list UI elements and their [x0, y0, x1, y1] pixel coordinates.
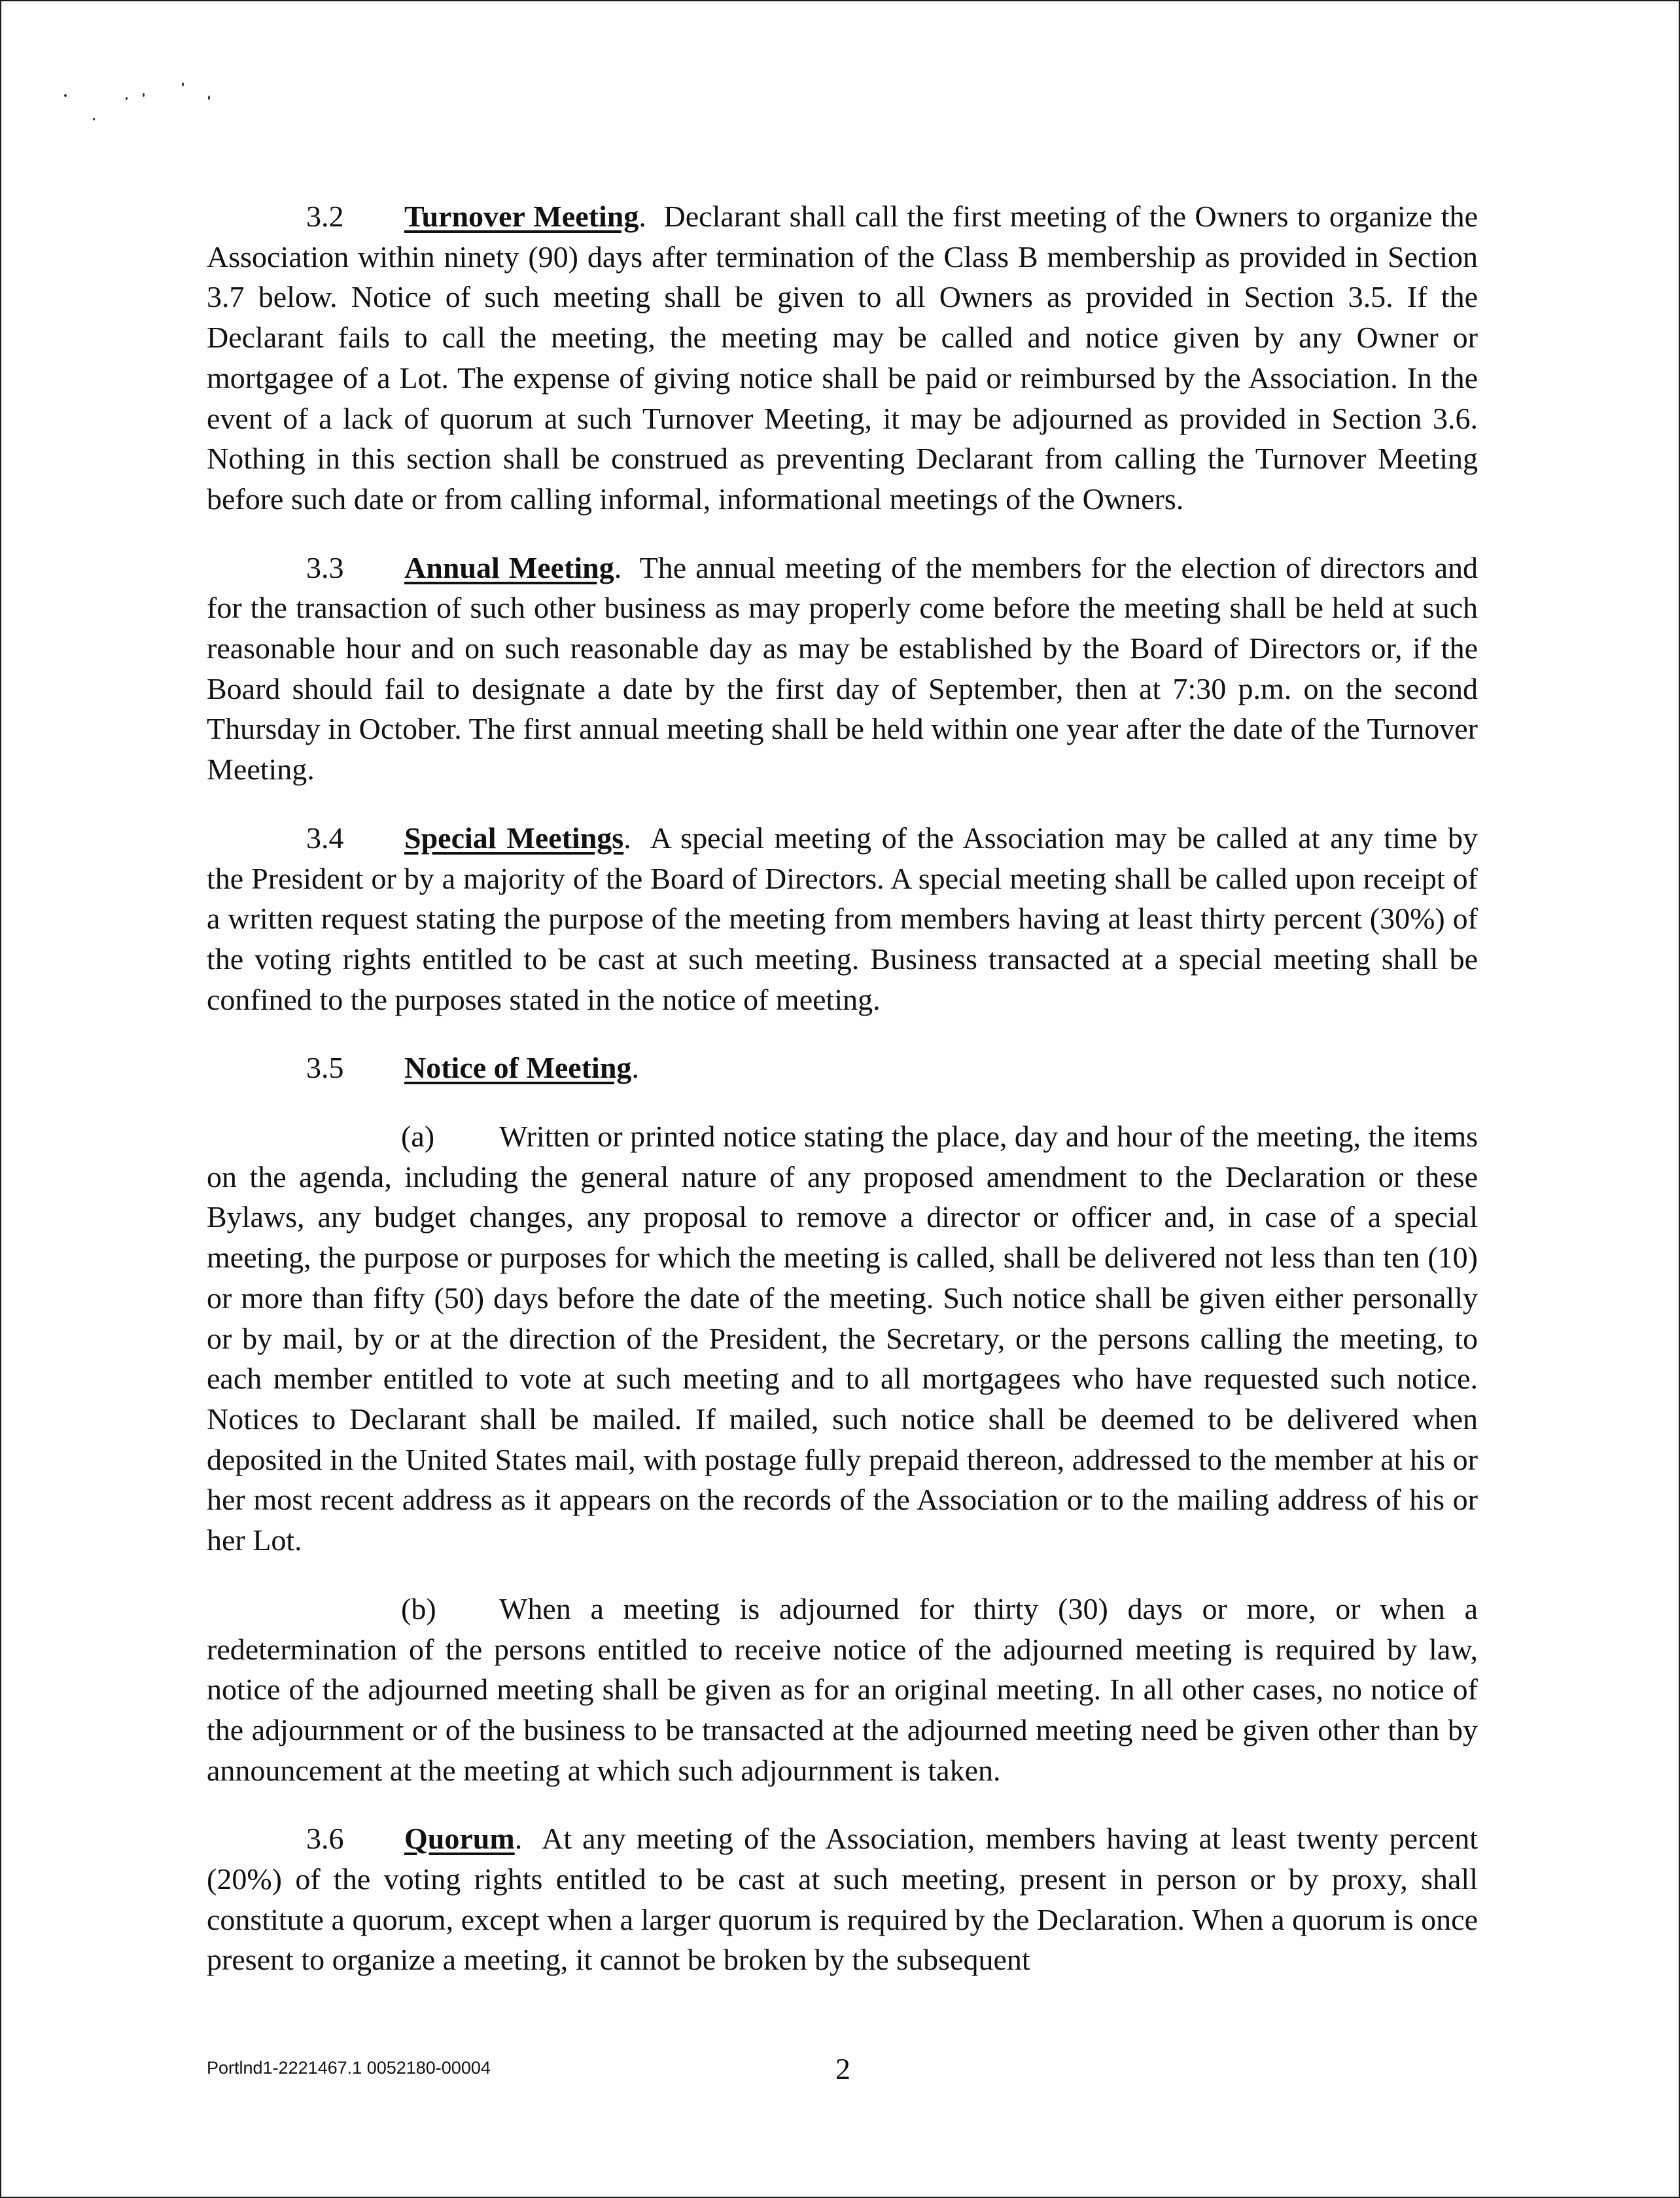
subsection-label: (a) — [401, 1120, 435, 1154]
subsection-b — [207, 1589, 1478, 1791]
page-number: 2 — [835, 2052, 850, 2085]
subsection-a — [207, 1116, 1478, 1561]
subsection-label: (b) — [401, 1591, 436, 1625]
section-number: 3.6 — [306, 1822, 344, 1856]
section-3-3: 3.3 Annual Meeting. The annual meeting of the members for the election of directors and for the transaction of such other business as may properly come before the meeting shall be held at such reasonable hour and on such reasonable day as may be established by the Board of Directors or, if the Board should fail to designate a date by the first day of September, then at 7:30 p.m. on the second Thursday in October. The first annual meeting shall be held within one year after the date of the Turnover Meeting. — [207, 548, 1478, 790]
document-id: Portlnd1-2221467.1 0052180-00004 — [207, 2058, 491, 2078]
section-title: Turnover Meeting — [404, 200, 639, 233]
section-number: 3.2 — [306, 200, 344, 233]
section-3-6: 3.6 Quorum. At any meeting of the Association, members having at least twenty percent (20%) of the voting rights entitled to be cast at such meeting, present in person or by proxy, shall constitute a quorum, except when a larger quorum is required by the Declaration. When a quorum is once present to organize a meeting, it cannot be broken by the subsequent — [207, 1818, 1478, 1980]
section-title: Annual Meeting — [404, 550, 614, 584]
section-text: A special meeting of the Association may be called at any time by the President or by a majority of the Board of Directors. A special meeting shall be called upon receipt of a written request stating the purpose of the meeting from members having at least thirty percent (30%) of the voting rights entitled to be cast at such meeting. Business transacted at a special meeting shall be confined to the purposes stated in the notice of meeting. — [207, 821, 1478, 1016]
section-text: At any meeting of the Association, members having at least twenty percent (20%) of the voting rights entitled to be cast at such meeting, present in person or by proxy, shall constitute a quorum, except when a larger quorum is required by the Declaration. When a quorum is once present to organize a meeting, it cannot be broken by the subsequent — [207, 1822, 1478, 1977]
section-3-4: 3.4 Special Meetings. A special meeting of the Association may be called at any time by the President or by a majority of the Board of Directors. A special meeting shall be called upon receipt of a written request stating the purpose of the meeting from members having at least thirty percent (30%) of the voting rights entitled to be cast at such meeting. Business transacted at a special meeting shall be confined to the purposes stated in the notice of meeting. — [207, 818, 1478, 1020]
section-3-2: 3.2 Turnover Meeting. Declarant shall call the first meeting of the Owners to organize the Association within ninety (90) days after termination of the Class B membership as provided in Section 3.7 below. Notice of such meeting shall be given to all Owners as provided in Section 3.5. If the Declarant fails to call the meeting, the meeting may be called and notice given by any Owner or mortgagee of a Lot. The expense of giving notice shall be paid or reimbursed by the Association. In the event of a lack of quorum at such Turnover Meeting, it may be adjourned as provided in Section 3.6. Nothing in this section shall be construed as preventing Declarant from calling the Turnover Meeting before such date or from calling informal, informational meetings of the Owners. — [207, 196, 1478, 520]
section-number: 3.3 — [306, 550, 344, 584]
section-title: Notice of Meeting — [404, 1051, 632, 1085]
section-number: 3.5 — [306, 1051, 344, 1085]
section-text: Declarant shall call the first meeting of the Owners to organize the Association within ninety (90) days after termination of the Class B membership as provided in Section 3.7 below. Notice of such meeting shall be given to all Owners as provided in Section 3.5. If the Declarant fails to call the meeting, the meeting may be called and notice given by any Owner or mortgagee of a Lot. The expense of giving notice shall be paid or reimbursed by the Association. In the event of a lack of quorum at such Turnover Meeting, it may be adjourned as provided in Section 3.6. Nothing in this section shall be construed as preventing Declarant from calling the Turnover Meeting before such date or from calling informal, informational meetings of the Owners. — [207, 200, 1478, 516]
section-title: Quorum — [404, 1822, 515, 1856]
section-number: 3.4 — [306, 821, 344, 855]
section-text: The annual meeting of the members for the election of directors and for the transaction of such other business as may properly come before the meeting shall be held at such reasonable hour and on such reasonable day as may be established by the Board of Directors or, if the Board should fail to designate a date by the first day of September, then at 7:30 p.m. on the second Thursday in October. The first annual meeting shall be held within one year after the date of the Turnover Meeting. — [207, 550, 1478, 787]
section-3-5: 3.5 Notice of Meeting. — [207, 1048, 1478, 1088]
scan-specks — [46, 65, 242, 144]
document-body — [207, 196, 1478, 2008]
subsection-text: When a meeting is adjourned for thirty (30) days or more, or when a redetermination of the persons entitled to receive notice of the adjourned meeting is required by law, notice of the adjourned meeting shall be given as for an original meeting. In all other cases, no notice of the adjournment or of the business to be transacted at the adjourned meeting need be given other than by announcement at the meeting at which such adjournment is taken. — [207, 1591, 1478, 1787]
section-title: Special Meetings — [404, 821, 624, 855]
subsection-text: Written or printed notice stating the place, day and hour of the meeting, the items on the agenda, including the general nature of any proposed amendment to the Declaration or these Bylaws, any budget changes, any proposal to remove a director or officer and, in case of a special meeting, the purpose or purposes for which the meeting is called, shall be delivered not less than ten (10) or more than fifty (50) days before the date of the meeting. Such notice shall be given either personally or by mail, by or at the direction of the President, the Secretary, or the persons calling the meeting, to each member entitled to vote at such meeting and to all mortgagees who have requested such notice. Notices to Declarant shall be mailed. If mailed, such notice shall be deemed to be delivered when deposited in the United States mail, with postage fully prepaid thereon, addressed to the member at his or her most recent address as it appears on the records of the Association or to the mailing address of his or her Lot. — [207, 1120, 1478, 1557]
